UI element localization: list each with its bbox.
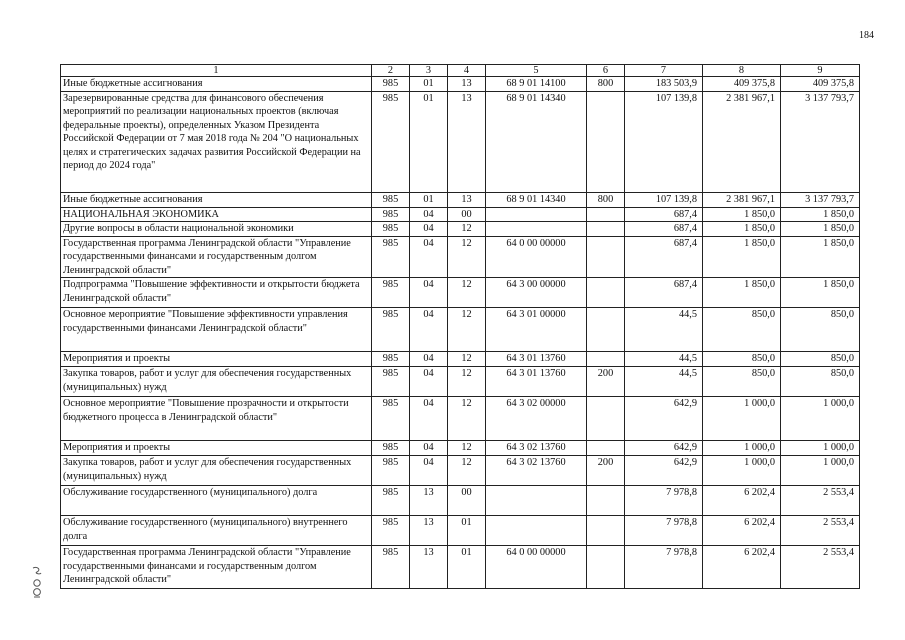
col-2-cell: 985 (372, 397, 410, 441)
col-9-cell: 2 553,4 (781, 516, 860, 546)
col-5-cell: 64 3 01 13760 (486, 367, 587, 397)
row-name: Мероприятия и проекты (61, 441, 372, 456)
col-6-cell (587, 397, 625, 441)
row-name: Обслуживание государственного (муниципального) внутреннего долга (61, 516, 372, 546)
col-9-cell: 850,0 (781, 352, 860, 367)
col-7-cell: 7 978,8 (625, 546, 703, 589)
col-2-cell: 985 (372, 278, 410, 308)
col-5-cell (486, 207, 587, 222)
col-5-cell: 68 9 01 14340 (486, 91, 587, 192)
col-9-cell: 1 850,0 (781, 207, 860, 222)
col-7-cell: 107 139,8 (625, 192, 703, 207)
col-5-cell: 68 9 01 14100 (486, 77, 587, 92)
col-2-cell: 985 (372, 516, 410, 546)
col-6-cell (587, 516, 625, 546)
col-5-cell: 64 0 00 00000 (486, 546, 587, 589)
col-8-cell: 6 202,4 (703, 546, 781, 589)
col-3-cell: 13 (410, 486, 448, 516)
row-name: Государственная программа Ленинградской области "Управление государственными финансами и государственным долгом Ленинградской области" (61, 236, 372, 278)
col-7-cell: 183 503,9 (625, 77, 703, 92)
col-8-cell: 6 202,4 (703, 486, 781, 516)
col-9-cell: 1 850,0 (781, 222, 860, 237)
col-6-cell (587, 308, 625, 352)
col-2-cell: 985 (372, 308, 410, 352)
col-5-cell: 68 9 01 14340 (486, 192, 587, 207)
col-3-cell: 04 (410, 308, 448, 352)
col-3-cell: 04 (410, 397, 448, 441)
col-4-cell: 00 (448, 486, 486, 516)
col-6-cell: 800 (587, 77, 625, 92)
row-name: Закупка товаров, работ и услуг для обеспечения государственных (муниципальных) нужд (61, 367, 372, 397)
col-4-cell: 12 (448, 352, 486, 367)
table-row (61, 278, 860, 308)
table-row (61, 441, 860, 456)
col-9-cell: 2 553,4 (781, 546, 860, 589)
column-header: 9 (781, 65, 860, 77)
col-9-cell: 1 000,0 (781, 441, 860, 456)
col-8-cell: 1 000,0 (703, 397, 781, 441)
column-header: 8 (703, 65, 781, 77)
col-5-cell: 64 3 01 00000 (486, 308, 587, 352)
col-6-cell (587, 546, 625, 589)
col-3-cell: 04 (410, 207, 448, 222)
col-4-cell: 12 (448, 278, 486, 308)
col-4-cell: 01 (448, 516, 486, 546)
row-name: Закупка товаров, работ и услуг для обеспечения государственных (муниципальных) нужд (61, 456, 372, 486)
table-row (61, 397, 860, 441)
col-5-cell (486, 486, 587, 516)
col-6-cell: 200 (587, 456, 625, 486)
col-3-cell: 01 (410, 77, 448, 92)
col-3-cell: 04 (410, 222, 448, 237)
col-7-cell: 7 978,8 (625, 516, 703, 546)
col-5-cell (486, 516, 587, 546)
col-8-cell: 1 000,0 (703, 456, 781, 486)
col-4-cell: 13 (448, 77, 486, 92)
header-row (61, 65, 860, 77)
table-row (61, 236, 860, 278)
col-5-cell: 64 0 00 00000 (486, 236, 587, 278)
col-4-cell: 00 (448, 207, 486, 222)
col-6-cell (587, 236, 625, 278)
col-6-cell (587, 441, 625, 456)
col-6-cell (587, 486, 625, 516)
col-8-cell: 850,0 (703, 367, 781, 397)
budget-table (60, 64, 860, 589)
column-header: 1 (61, 65, 372, 77)
table-row (61, 308, 860, 352)
col-9-cell: 3 137 793,7 (781, 192, 860, 207)
col-2-cell: 985 (372, 77, 410, 92)
table-row (61, 486, 860, 516)
col-4-cell: 13 (448, 91, 486, 192)
col-3-cell: 01 (410, 192, 448, 207)
table-row (61, 222, 860, 237)
table-row (61, 77, 860, 92)
col-9-cell: 850,0 (781, 308, 860, 352)
col-4-cell: 12 (448, 308, 486, 352)
col-9-cell: 1 850,0 (781, 278, 860, 308)
col-8-cell: 1 000,0 (703, 441, 781, 456)
column-header: 3 (410, 65, 448, 77)
col-4-cell: 12 (448, 236, 486, 278)
col-3-cell: 04 (410, 367, 448, 397)
table-row (61, 91, 860, 192)
table-row (61, 456, 860, 486)
table-row (61, 516, 860, 546)
col-3-cell: 13 (410, 516, 448, 546)
col-6-cell (587, 278, 625, 308)
col-6-cell: 200 (587, 367, 625, 397)
col-9-cell: 1 000,0 (781, 397, 860, 441)
column-header: 7 (625, 65, 703, 77)
col-7-cell: 687,4 (625, 207, 703, 222)
col-7-cell: 642,9 (625, 397, 703, 441)
col-9-cell: 850,0 (781, 367, 860, 397)
col-3-cell: 04 (410, 278, 448, 308)
col-4-cell: 01 (448, 546, 486, 589)
table-row (61, 207, 860, 222)
col-7-cell: 7 978,8 (625, 486, 703, 516)
col-4-cell: 12 (448, 397, 486, 441)
col-6-cell (587, 352, 625, 367)
col-3-cell: 04 (410, 352, 448, 367)
row-name: Мероприятия и проекты (61, 352, 372, 367)
col-8-cell: 850,0 (703, 352, 781, 367)
col-4-cell: 13 (448, 192, 486, 207)
col-3-cell: 01 (410, 91, 448, 192)
col-7-cell: 107 139,8 (625, 91, 703, 192)
table-row (61, 352, 860, 367)
col-8-cell: 1 850,0 (703, 236, 781, 278)
col-5-cell: 64 3 02 13760 (486, 456, 587, 486)
col-5-cell (486, 222, 587, 237)
col-9-cell: 1 850,0 (781, 236, 860, 278)
col-2-cell: 985 (372, 352, 410, 367)
col-2-cell: 985 (372, 192, 410, 207)
column-header: 5 (486, 65, 587, 77)
row-name: Государственная программа Ленинградской области "Управление государственными финансами и государственным долгом Ленинградской области" (61, 546, 372, 589)
col-8-cell: 2 381 967,1 (703, 91, 781, 192)
col-2-cell: 985 (372, 222, 410, 237)
col-8-cell: 6 202,4 (703, 516, 781, 546)
col-2-cell: 985 (372, 456, 410, 486)
column-header: 6 (587, 65, 625, 77)
col-8-cell: 1 850,0 (703, 207, 781, 222)
col-8-cell: 1 850,0 (703, 278, 781, 308)
handwritten-margin-mark (30, 566, 44, 600)
col-3-cell: 04 (410, 441, 448, 456)
col-4-cell: 12 (448, 367, 486, 397)
row-name: Иные бюджетные ассигнования (61, 192, 372, 207)
col-2-cell: 985 (372, 486, 410, 516)
col-7-cell: 687,4 (625, 222, 703, 237)
col-3-cell: 04 (410, 456, 448, 486)
row-name: Обслуживание государственного (муниципального) долга (61, 486, 372, 516)
row-name: Подпрограмма "Повышение эффективности и открытости бюджета Ленинградской области" (61, 278, 372, 308)
column-header: 4 (448, 65, 486, 77)
col-6-cell (587, 207, 625, 222)
col-8-cell: 850,0 (703, 308, 781, 352)
col-5-cell: 64 3 01 13760 (486, 352, 587, 367)
col-7-cell: 44,5 (625, 352, 703, 367)
col-4-cell: 12 (448, 441, 486, 456)
col-2-cell: 985 (372, 441, 410, 456)
col-9-cell: 1 000,0 (781, 456, 860, 486)
col-9-cell: 3 137 793,7 (781, 91, 860, 192)
col-7-cell: 44,5 (625, 367, 703, 397)
row-name: Основное мероприятие "Повышение эффективности управления государственными финансами Ленинградской области" (61, 308, 372, 352)
col-6-cell (587, 91, 625, 192)
col-3-cell: 13 (410, 546, 448, 589)
row-name: Другие вопросы в области национальной экономики (61, 222, 372, 237)
col-8-cell: 1 850,0 (703, 222, 781, 237)
col-2-cell: 985 (372, 91, 410, 192)
table-row (61, 192, 860, 207)
col-5-cell: 64 3 02 00000 (486, 397, 587, 441)
table-row (61, 367, 860, 397)
col-5-cell: 64 3 02 13760 (486, 441, 587, 456)
col-2-cell: 985 (372, 207, 410, 222)
col-2-cell: 985 (372, 367, 410, 397)
col-2-cell: 985 (372, 236, 410, 278)
col-9-cell: 409 375,8 (781, 77, 860, 92)
col-9-cell: 2 553,4 (781, 486, 860, 516)
column-header: 2 (372, 65, 410, 77)
col-7-cell: 44,5 (625, 308, 703, 352)
row-name: НАЦИОНАЛЬНАЯ ЭКОНОМИКА (61, 207, 372, 222)
col-6-cell (587, 222, 625, 237)
col-4-cell: 12 (448, 222, 486, 237)
row-name: Иные бюджетные ассигнования (61, 77, 372, 92)
col-8-cell: 2 381 967,1 (703, 192, 781, 207)
col-2-cell: 985 (372, 546, 410, 589)
table-row (61, 546, 860, 589)
col-6-cell: 800 (587, 192, 625, 207)
col-5-cell: 64 3 00 00000 (486, 278, 587, 308)
col-7-cell: 687,4 (625, 278, 703, 308)
page-number: 184 (859, 30, 874, 41)
row-name: Основное мероприятие "Повышение прозрачности и открытости бюджетного процесса в Ленинградской области" (61, 397, 372, 441)
col-8-cell: 409 375,8 (703, 77, 781, 92)
col-7-cell: 642,9 (625, 456, 703, 486)
col-7-cell: 687,4 (625, 236, 703, 278)
row-name: Зарезервированные средства для финансового обеспечения мероприятий по реализации национальных проектов (включая федеральные проекты), определенных Указом Президента Российской Федерации от 7 мая 2018 года № 204 "О национальных целях и стратегических задачах развития Российской Федерации на период до 2024 года" (61, 91, 372, 192)
col-4-cell: 12 (448, 456, 486, 486)
col-3-cell: 04 (410, 236, 448, 278)
col-7-cell: 642,9 (625, 441, 703, 456)
